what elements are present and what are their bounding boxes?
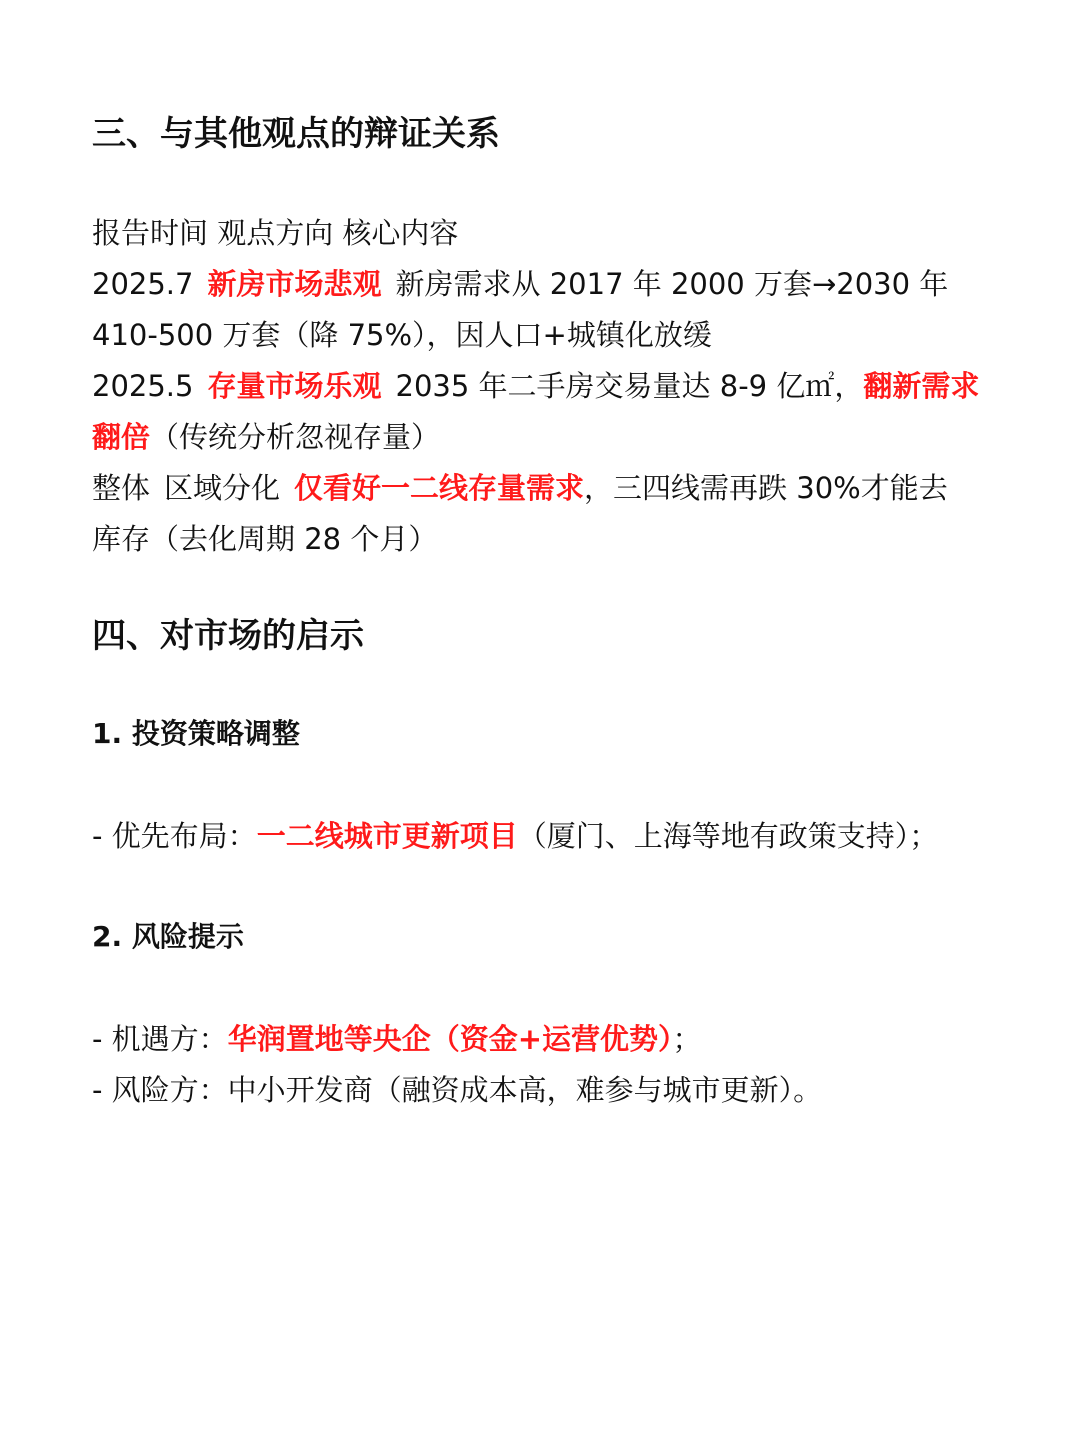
row-3-highlight: 仅看好一二线存量需求	[294, 471, 585, 505]
subsection-1-heading: 1. 投资策略调整	[92, 717, 300, 750]
subsection-2-heading: 2. 风险提示	[92, 920, 244, 953]
table-row-2-cont	[92, 412, 1002, 463]
section-4-heading: 四、对市场的启示	[92, 616, 364, 656]
table-row-1	[92, 259, 1002, 310]
bullet-opportunity-highlight: 华润置地等央企（资金+运营优势）	[227, 1022, 673, 1056]
bullet-opportunity-suffix: ；	[672, 1022, 702, 1056]
row-3-content-b: 库存（去化周期 28 个月）	[92, 522, 438, 556]
row-2-content-a: 2035 年二手房交易量达 8-9 亿㎡，	[395, 369, 864, 403]
table-header-row: 报告时间 观点方向 核心内容	[92, 216, 459, 250]
subsection-2-body	[92, 1014, 1002, 1116]
row-2-content-b: （传统分析忽视存量）	[150, 420, 441, 454]
row-2-highlight-a: 翻新需求	[863, 369, 980, 403]
subsection-1-body	[92, 811, 1002, 862]
row-1-direction: 新房市场悲观	[207, 267, 382, 301]
row-2-direction: 存量市场乐观	[207, 369, 382, 403]
row-2-highlight-b: 翻倍	[92, 420, 151, 454]
table-row-3	[92, 463, 1002, 514]
bullet-risk: - 风险方：中小开发商（融资成本高，难参与城市更新）。	[92, 1073, 823, 1107]
bullet-opportunity-prefix: - 机遇方：	[92, 1022, 228, 1056]
row-1-content-a: 新房需求从 2017 年 2000 万套→2030 年	[395, 267, 949, 301]
row-1-content-b: 410-500 万套（降 75%），因人口+城镇化放缓	[92, 318, 712, 352]
table-row-2	[92, 361, 1002, 412]
row-3-date: 整体	[92, 471, 151, 505]
section-3-heading: 三、与其他观点的辩证关系	[92, 114, 500, 154]
row-3-direction: 区域分化	[164, 471, 281, 505]
bullet-priority-suffix: （厦门、上海等地有政策支持）；	[517, 819, 939, 853]
bullet-opportunity	[92, 1014, 1002, 1065]
row-1-date: 2025.7	[92, 267, 194, 301]
row-3-content-a: ，三四线需再跌 30%才能去	[584, 471, 948, 505]
row-2-date: 2025.5	[92, 369, 194, 403]
section-3-body	[92, 208, 1002, 565]
bullet-priority-highlight: 一二线城市更新项目	[256, 819, 518, 853]
bullet-priority-prefix: - 优先布局：	[92, 819, 257, 853]
bullet-priority-layout	[92, 811, 1002, 862]
